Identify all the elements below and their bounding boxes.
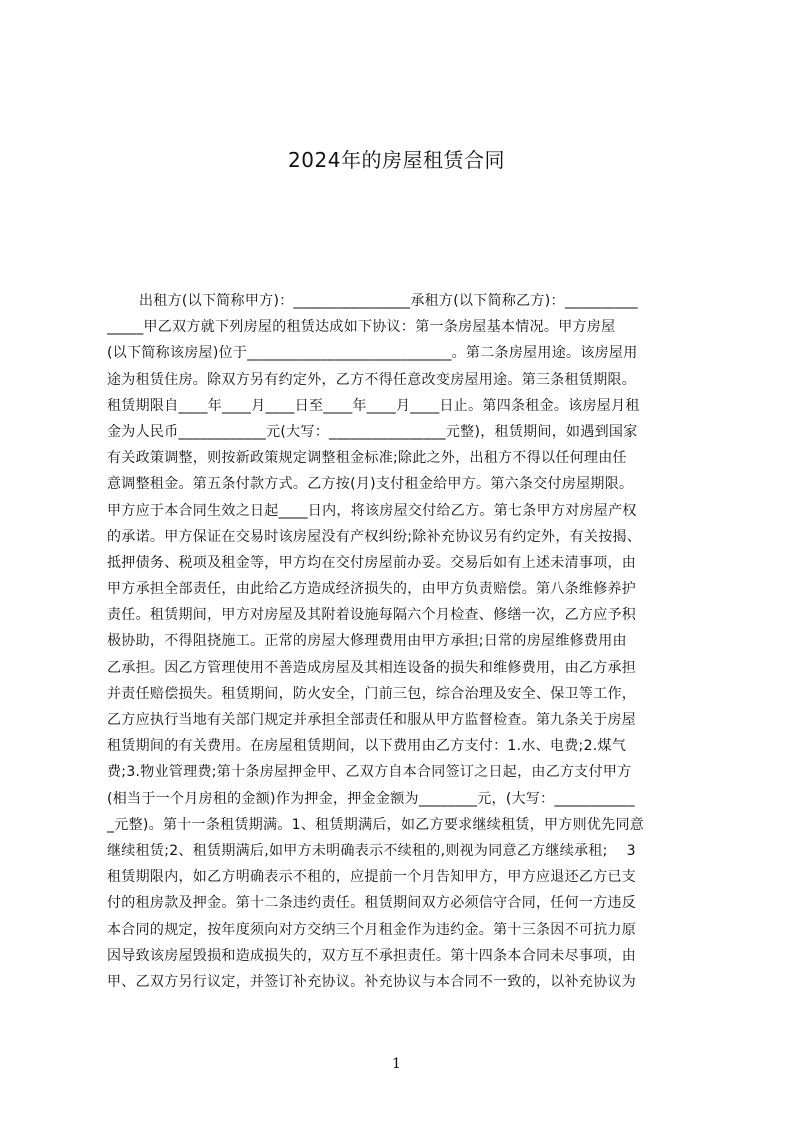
body-line: _元整)。第十一条租赁期满。1、租赁期满后，如乙方要求继续租赁，甲方则优先同意 bbox=[107, 816, 645, 833]
body-line: 乙承担。因乙方管理使用不善造成房屋及其相连设备的损失和维修费用，由乙方承担 bbox=[107, 659, 637, 676]
body-line: 因导致该房屋毁损和造成损失的，双方互不承担责任。第十四条本合同未尽事项，由 bbox=[107, 947, 637, 964]
body-line: 途为租赁住房。除双方另有约定外，乙方不得任意改变房屋用途。第三条租赁期限。 bbox=[107, 371, 637, 388]
body-line: 甲方承担全部责任，由此给乙方造成经济损失的，由甲方负责赔偿。第八条维修养护 bbox=[107, 581, 637, 598]
body-line: 租赁期限内，如乙方明确表示不租的，应提前一个月告知甲方，甲方应退还乙方已支 bbox=[107, 869, 637, 886]
body-line: (相当于一个月房租的金额)作为押金，押金金额为________元，(大写：___________ bbox=[107, 790, 635, 807]
body-line: 意调整租金。第五条付款方式。乙方按(月)支付租金给甲方。第六条交付房屋期限。 bbox=[107, 476, 634, 493]
body-line: 付的租房款及押金。第十二条违约责任。租赁期间双方必须信守合同，任何一方违反 bbox=[107, 895, 637, 912]
body-line: _____甲乙双方就下列房屋的租赁达成如下协议：第一条房屋基本情况。甲方房屋 bbox=[107, 319, 616, 336]
body-line: 继续租赁;2、租赁期满后,如甲方未明确表示不续租的,则视为同意乙方继续承租; 3 bbox=[107, 842, 636, 859]
body-line: 本合同的规定，按年度须向对方交纳三个月租金作为违约金。第十三条因不可抗力原 bbox=[107, 921, 637, 938]
body-line: 租赁期间的有关费用。在房屋租赁期间，以下费用由乙方支付：1.水、电费;2.煤气 bbox=[107, 738, 627, 755]
body-line: 费;3.物业管理费;第十条房屋押金甲、乙双方自本合同签订之日起，由乙方支付甲方 bbox=[107, 764, 632, 781]
body-line: 出租方(以下简称甲方)：________________承租方(以下简称乙方)：__________ bbox=[139, 293, 638, 309]
body-line: 乙方应执行当地有关部门规定并承担全部责任和服从甲方监督检查。第九条关于房屋 bbox=[107, 712, 637, 728]
body-line: 租赁期限自____年____月____日至____年____月____日止。第四条租金。该房屋月租 bbox=[107, 397, 640, 414]
body-line: 的承诺。甲方保证在交易时该房屋没有产权纠纷;除补充协议另有约定外，有关按揭、 bbox=[107, 528, 642, 545]
body-line: 有关政策调整，则按新政策规定调整租金标准;除此之外，出租方不得以任何理由任 bbox=[107, 450, 627, 467]
body-line: (以下简称该房屋)位于____________________________。第二条房屋用途。该房屋用 bbox=[107, 345, 638, 362]
page-number: 1 bbox=[392, 1056, 401, 1072]
body-line: 抵押债务、税项及租金等，甲方均在交付房屋前办妥。交易后如有上述未清事项，由 bbox=[107, 554, 637, 571]
body-line: 责任。租赁期间，甲方对房屋及其附着设施每隔六个月检查、修缮一次，乙方应予积 bbox=[107, 607, 637, 624]
contract-body bbox=[107, 288, 699, 995]
body-line: 金为人民币____________元(大写：________________元整)，租赁期间，如遇到国家 bbox=[107, 423, 638, 440]
body-line: 极协助，不得阻挠施工。正常的房屋大修理费用由甲方承担;日常的房屋维修费用由 bbox=[107, 633, 627, 650]
document-title: 2024年的房屋租赁合同 bbox=[288, 148, 505, 172]
body-line: 并责任赔偿损失。租赁期间，防火安全，门前三包，综合治理及安全、保卫等工作， bbox=[107, 685, 637, 702]
body-line: 甲方应于本合同生效之日起____日内，将该房屋交付给乙方。第七条甲方对房屋产权 bbox=[107, 502, 637, 519]
body-line: 甲、乙双方另行议定，并签订补充协议。补充协议与本合同不一致的，以补充协议为 bbox=[107, 973, 637, 990]
